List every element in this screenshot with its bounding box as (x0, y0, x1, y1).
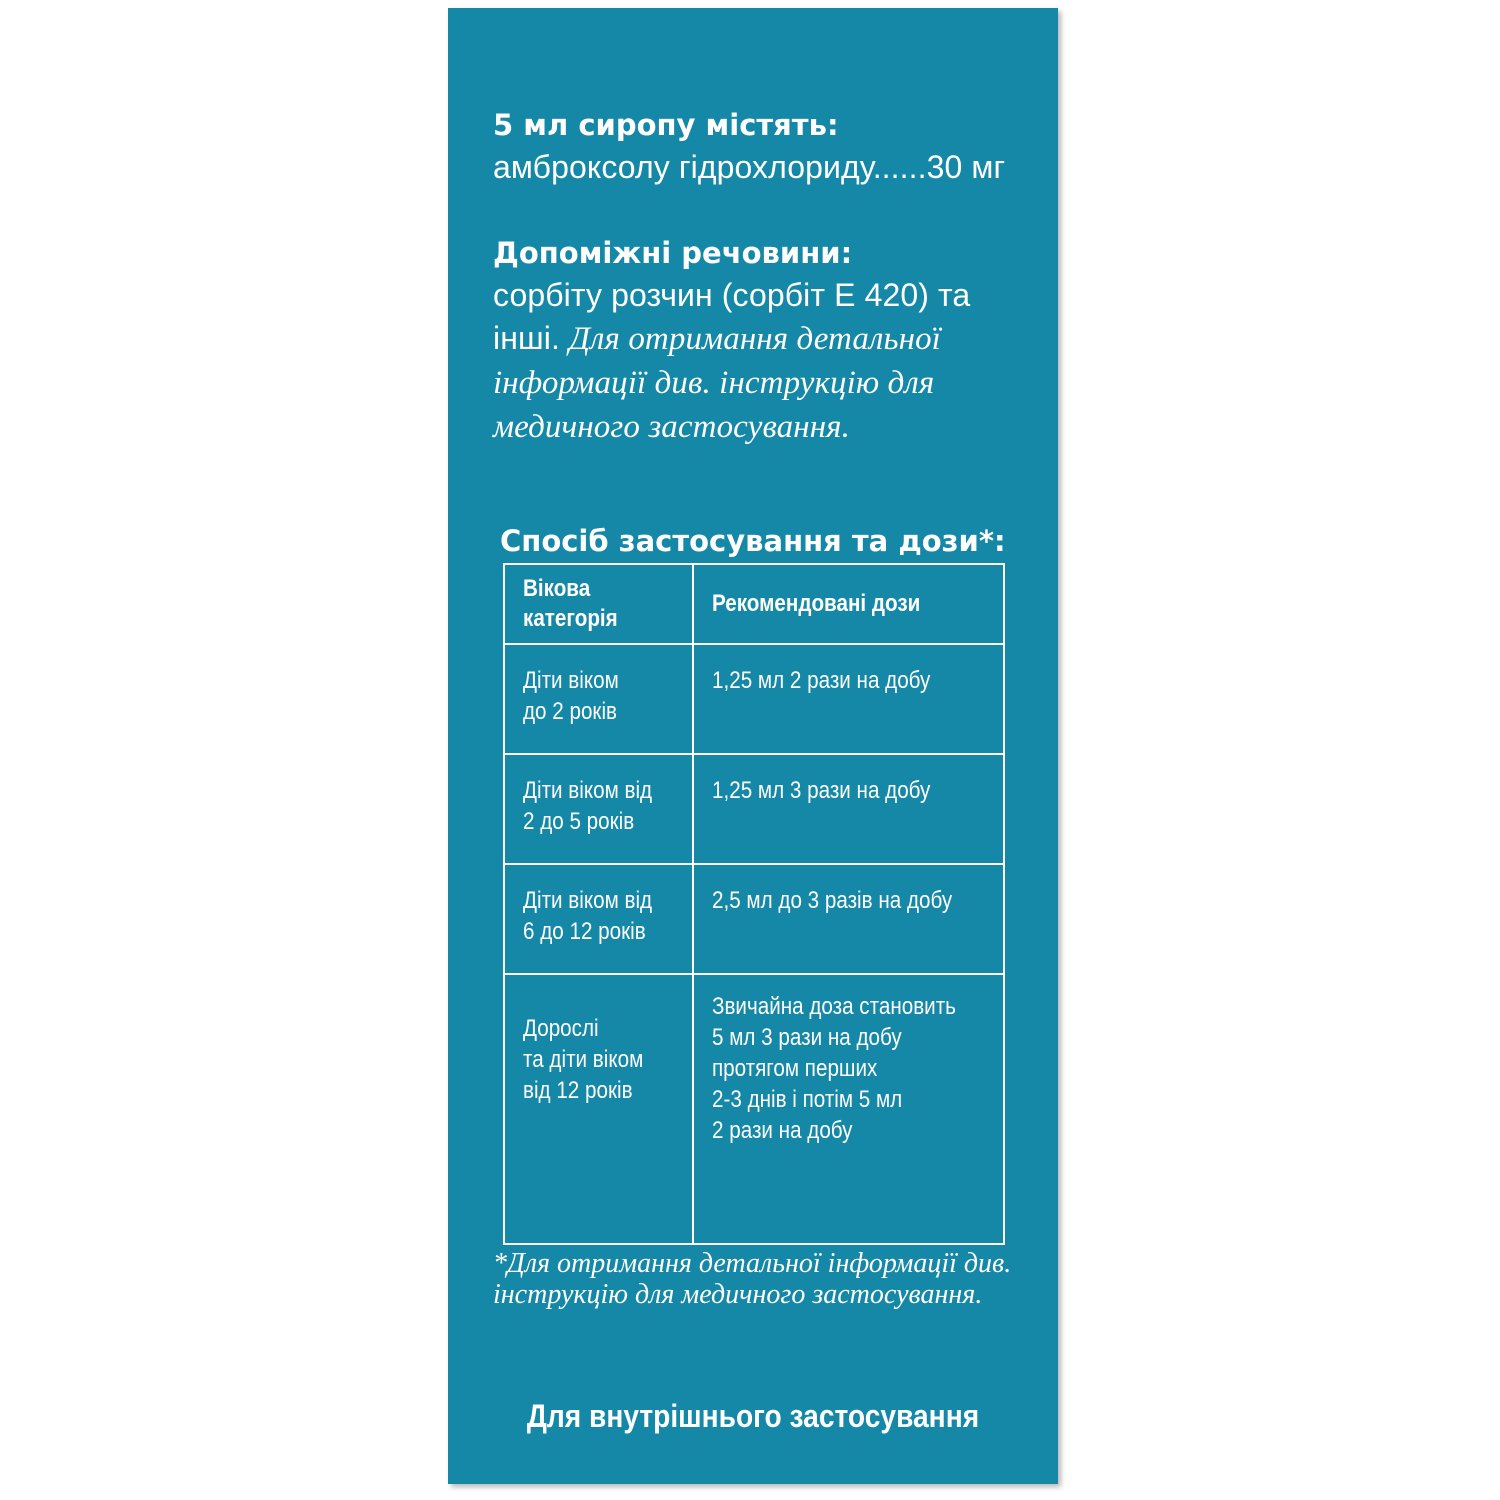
age-cell: Діти віком від 2 до 5 років (504, 754, 693, 864)
excipients-text (493, 274, 1033, 449)
header-age-category: Вікова категорія (504, 564, 693, 644)
table-row (504, 974, 1004, 1244)
dosage-table-header-row (504, 564, 1004, 644)
usage-footer (448, 1396, 1058, 1436)
header-recommended-dose: Рекомендовані дози (693, 564, 1004, 644)
table-row (504, 864, 1004, 974)
age-cell: Діти віком від 6 до 12 років (504, 864, 693, 974)
composition-heading: 5 мл сиропу містять: (493, 108, 839, 142)
dosage-table (503, 563, 1005, 1245)
footnote: *Для отримання детальної інформації див. інструкцію для медичного застосування. (493, 1248, 1012, 1310)
table-row (504, 644, 1004, 754)
excipients-note: Для отримання детальної інформації див. інструкцію для медичного застосування. (493, 321, 941, 445)
dosage-title: Спосіб застосування та дози*: (500, 524, 1006, 558)
composition-active-ingredient: амброксолу гідрохлориду......30 мг (493, 149, 1006, 185)
package-side-panel (448, 8, 1058, 1484)
dose-cell: 2,5 мл до 3 разів на добу (693, 864, 1004, 974)
age-cell: Діти віком до 2 років (504, 644, 693, 754)
age-cell: Дорослі та діти віком від 12 років (504, 974, 693, 1244)
excipients-list: сорбіту розчин (сорбіт Е 420) та інші. (493, 277, 971, 356)
excipients-heading: Допоміжні речовини: (493, 236, 853, 270)
excipients-section (493, 232, 1033, 449)
dose-cell: 1,25 мл 3 рази на добу (693, 754, 1004, 864)
composition-section (493, 104, 1033, 189)
usage-footer-text: Для внутрішнього застосування (526, 1398, 980, 1434)
dose-cell: 1,25 мл 2 рази на добу (693, 644, 1004, 754)
table-row (504, 754, 1004, 864)
dose-cell: Звичайна доза становить 5 мл 3 рази на добу протягом перших 2-3 днів і потім 5 мл 2 рази на добу (693, 974, 1004, 1244)
